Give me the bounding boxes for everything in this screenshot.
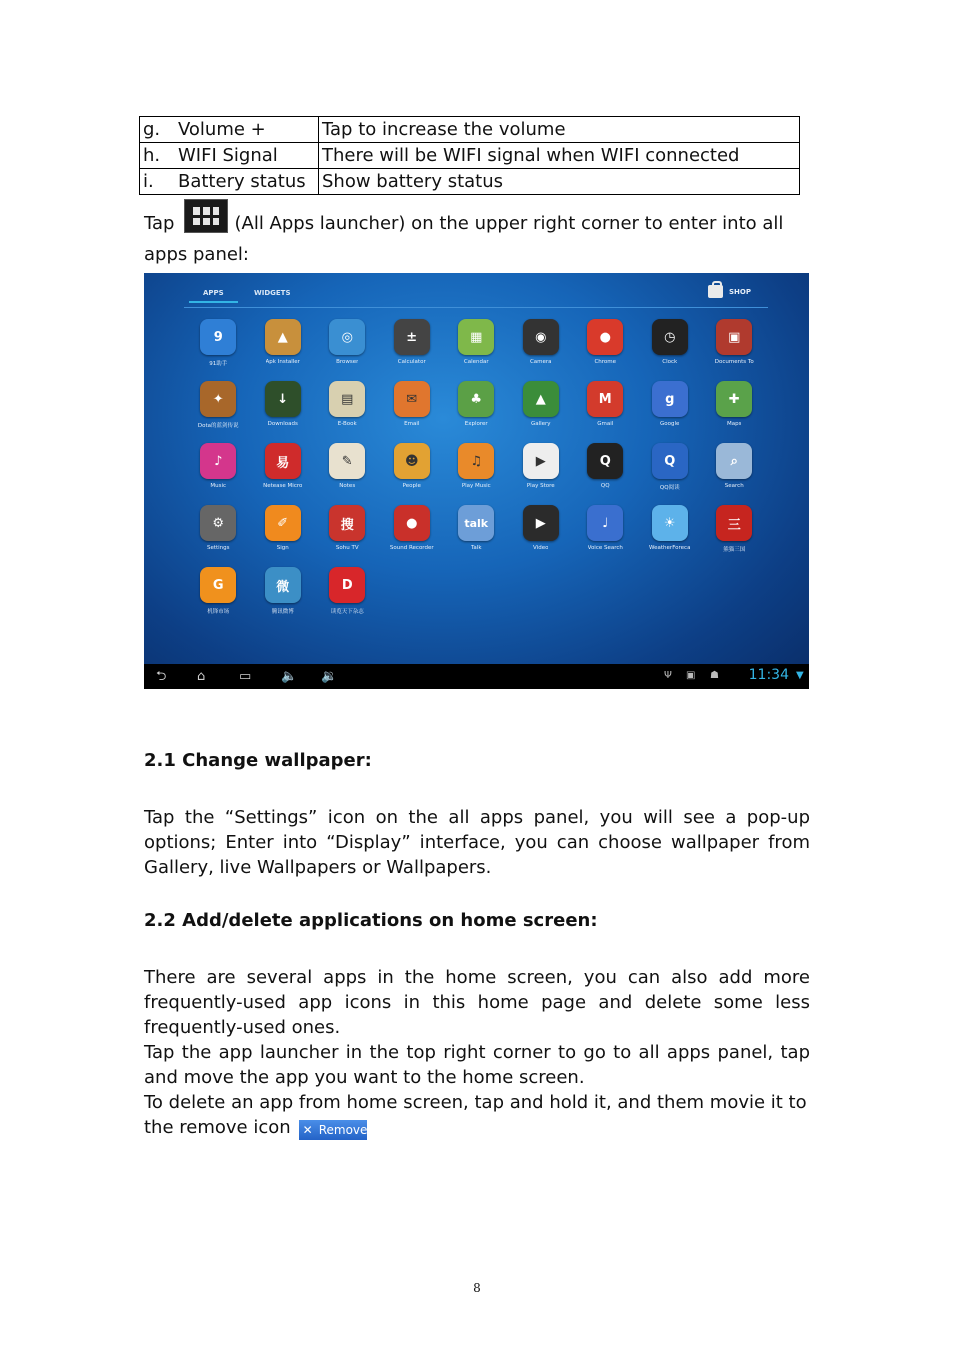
app-item[interactable] (573, 505, 638, 553)
app-item[interactable] (509, 443, 574, 491)
app-icon: ♣ (458, 381, 494, 417)
app-item[interactable] (638, 443, 703, 491)
app-item[interactable] (186, 319, 251, 367)
app-item[interactable] (702, 505, 767, 553)
app-label: Gallery (530, 421, 551, 427)
app-item[interactable] (380, 381, 445, 429)
app-icon: 微 (265, 567, 301, 603)
item-letter: g. (143, 118, 161, 140)
app-label: QQ阅读 (659, 485, 680, 491)
table-row (140, 169, 800, 195)
app-label: 读览天下杂志 (330, 609, 364, 615)
app-item[interactable] (573, 443, 638, 491)
app-icon: talk (458, 505, 494, 541)
app-label: Search (724, 483, 744, 489)
app-icon: g (652, 381, 688, 417)
table-row (140, 143, 800, 169)
app-item[interactable] (251, 567, 316, 615)
section-2-1-text: Tap the “Settings” icon on the all apps panel, you will see a pop-up options; Enter into “Display” interface, you can choose wallpaper from Gallery, live Wallpapers or Wallpapers. (144, 807, 810, 878)
app-label: Calendar (463, 359, 489, 365)
app-label: Email (404, 421, 420, 427)
app-icon: ◷ (652, 319, 688, 355)
app-icon: ✦ (200, 381, 236, 417)
app-item[interactable] (444, 319, 509, 367)
app-icon: ↓ (265, 381, 301, 417)
table-cell-description: Tap to increase the volume (319, 117, 800, 143)
app-icon: ◎ (329, 319, 365, 355)
tab-divider (184, 307, 768, 308)
app-item[interactable] (315, 381, 380, 429)
remove-button-illustration (299, 1120, 367, 1140)
app-label: Gmail (597, 421, 614, 427)
app-icon: ☻ (394, 443, 430, 479)
table-cell-description: Show battery status (319, 169, 800, 195)
table-cell-item (140, 169, 319, 195)
app-label: E-Book (337, 421, 357, 427)
app-icon: ▤ (329, 381, 365, 417)
app-item[interactable] (380, 505, 445, 553)
app-label: Documents To (714, 359, 754, 365)
app-icon: ⚙ (200, 505, 236, 541)
app-item[interactable] (186, 567, 251, 615)
wifi-signal-icon: ▼ (796, 670, 804, 681)
app-icon: 易 (265, 443, 301, 479)
shop-bag-icon (708, 285, 723, 298)
app-icon: ▲ (265, 319, 301, 355)
app-item[interactable] (251, 443, 316, 491)
shop-button[interactable] (708, 285, 751, 298)
app-item[interactable] (186, 381, 251, 429)
app-label: 机锋市场 (207, 609, 230, 615)
page-number: 8 (473, 1281, 481, 1295)
status-clock: 11:34 (748, 667, 789, 683)
app-icon: Q (587, 443, 623, 479)
app-icon: ▣ (716, 319, 752, 355)
app-icon: Q (652, 443, 688, 479)
app-item[interactable] (380, 443, 445, 491)
app-icon: ● (394, 505, 430, 541)
table-cell-description: There will be WIFI signal when WIFI connected (319, 143, 800, 169)
screenshot-icon: ▣ (686, 670, 696, 681)
app-label: Explorer (464, 421, 488, 427)
table-row (140, 117, 800, 143)
app-icon: D (329, 567, 365, 603)
app-label: Voice Search (587, 545, 623, 551)
app-item[interactable] (315, 505, 380, 553)
app-item[interactable] (638, 381, 703, 429)
tap-launcher-paragraph (144, 199, 810, 270)
section-2-2-paragraph-1: There are several apps in the home screen, you can also add more frequently-used app icons in this home page and delete some less frequently-used ones. (144, 967, 810, 1038)
app-icon: ▲ (523, 381, 559, 417)
table-cell-item (140, 117, 319, 143)
app-item[interactable] (251, 319, 316, 367)
app-label: Dota的蓝剑传说 (197, 423, 239, 429)
item-name: WIFI Signal (178, 144, 278, 166)
app-label: People (402, 483, 421, 489)
section-2-2-heading: 2.2 Add/delete applications on home screen: (144, 910, 598, 931)
all-apps-launcher-icon (184, 199, 228, 233)
app-label: Notes (339, 483, 356, 489)
app-label: Google (660, 421, 680, 427)
app-icon: ♪ (200, 443, 236, 479)
section-2-2-paragraph-3 (144, 1090, 810, 1140)
app-icon: ✎ (329, 443, 365, 479)
apps-grid (186, 319, 766, 615)
remove-label: Remove (318, 1123, 368, 1137)
app-item[interactable] (702, 381, 767, 429)
app-item[interactable] (380, 319, 445, 367)
app-label: QQ (600, 483, 610, 489)
app-item[interactable] (509, 381, 574, 429)
app-icon: ✉ (394, 381, 430, 417)
app-item[interactable] (638, 505, 703, 553)
item-letter: i. (143, 170, 154, 192)
section-2-2-paragraph-2: Tap the app launcher in the top right corner to go to all apps panel, tap and move the app you want to the home screen. (144, 1042, 810, 1088)
app-label: 腾讯微博 (271, 609, 294, 615)
buttons-table (139, 116, 800, 195)
app-item[interactable] (573, 381, 638, 429)
app-icon: G (200, 567, 236, 603)
app-label: Chrome (594, 359, 617, 365)
app-icon: ⌕ (716, 443, 752, 479)
tap-line-rest: (All Apps launcher) on the upper right corner to enter into all apps panel: (144, 213, 784, 265)
item-letter: h. (143, 144, 161, 166)
android-debug-icon: ☗ (710, 670, 719, 681)
back-icon[interactable]: ⮌ (156, 669, 167, 684)
app-label: Calculator (397, 359, 426, 365)
table-cell-item (140, 143, 319, 169)
app-label: Camera (529, 359, 552, 365)
app-item[interactable] (702, 319, 767, 367)
app-label: Sign (276, 545, 289, 551)
app-label: 91助手 (209, 361, 228, 367)
app-label: Browser (336, 359, 359, 365)
app-icon: ▦ (458, 319, 494, 355)
app-item[interactable] (251, 381, 316, 429)
app-icon: ✚ (716, 381, 752, 417)
app-label: Music (210, 483, 227, 489)
shop-label: SHOP (729, 287, 751, 296)
app-item[interactable] (315, 319, 380, 367)
app-item[interactable] (315, 443, 380, 491)
home-icon[interactable]: ⌂ (197, 669, 206, 684)
app-label: Video (533, 545, 549, 551)
app-item[interactable] (573, 319, 638, 367)
app-item[interactable] (702, 443, 767, 491)
app-label: Maps (727, 421, 742, 427)
app-item[interactable] (509, 505, 574, 553)
app-label: WeatherForeca (649, 545, 691, 551)
app-label: Talk (470, 545, 482, 551)
app-label: Sohu TV (335, 545, 359, 551)
delete-app-text: To delete an app from home screen, tap and hold it, and them movie it to the remove icon (144, 1092, 807, 1138)
app-label: 熊猫三国 (723, 547, 746, 553)
tap-word: Tap (144, 213, 175, 234)
app-label: Play Store (526, 483, 555, 489)
app-item[interactable] (251, 505, 316, 553)
app-icon: 9 (200, 319, 236, 355)
system-navigation-bar (144, 664, 809, 689)
app-label: Play Music (461, 483, 491, 489)
item-name: Battery status (178, 170, 306, 192)
app-item[interactable] (638, 319, 703, 367)
app-item[interactable] (186, 505, 251, 553)
app-item[interactable] (186, 443, 251, 491)
app-item[interactable] (444, 381, 509, 429)
recent-apps-icon[interactable]: ▭ (239, 669, 252, 684)
app-icon: M (587, 381, 623, 417)
app-icon: ☀ (652, 505, 688, 541)
app-label: Netease Micro (263, 483, 303, 489)
app-label: Settings (206, 545, 230, 551)
usb-icon: Ψ (664, 670, 672, 681)
app-icon: ✐ (265, 505, 301, 541)
all-apps-panel-screenshot (144, 273, 809, 689)
app-item[interactable] (444, 443, 509, 491)
app-label: Clock (662, 359, 678, 365)
app-label: Apk Installer (265, 359, 300, 365)
volume-up-icon[interactable]: 🔉 (321, 669, 338, 684)
app-icon: 搜 (329, 505, 365, 541)
close-icon: ✕ (302, 1123, 313, 1137)
app-icon: ▶ (523, 505, 559, 541)
app-item[interactable] (444, 505, 509, 553)
app-item[interactable] (315, 567, 380, 615)
tab-apps[interactable]: APPS (203, 289, 224, 297)
app-icon: ● (587, 319, 623, 355)
app-label: Downloads (267, 421, 298, 427)
app-icon: ▶ (523, 443, 559, 479)
tab-widgets[interactable]: WIDGETS (254, 289, 291, 297)
app-icon: ◉ (523, 319, 559, 355)
app-icon: ♩ (587, 505, 623, 541)
app-label: Sound Recorder (389, 545, 434, 551)
app-item[interactable] (509, 319, 574, 367)
volume-down-icon[interactable]: 🔈 (281, 669, 298, 684)
section-2-1-heading: 2.1 Change wallpaper: (144, 750, 372, 771)
item-name: Volume + (178, 118, 266, 140)
app-icon: 三 (716, 505, 752, 541)
app-icon: ♫ (458, 443, 494, 479)
app-icon: ± (394, 319, 430, 355)
